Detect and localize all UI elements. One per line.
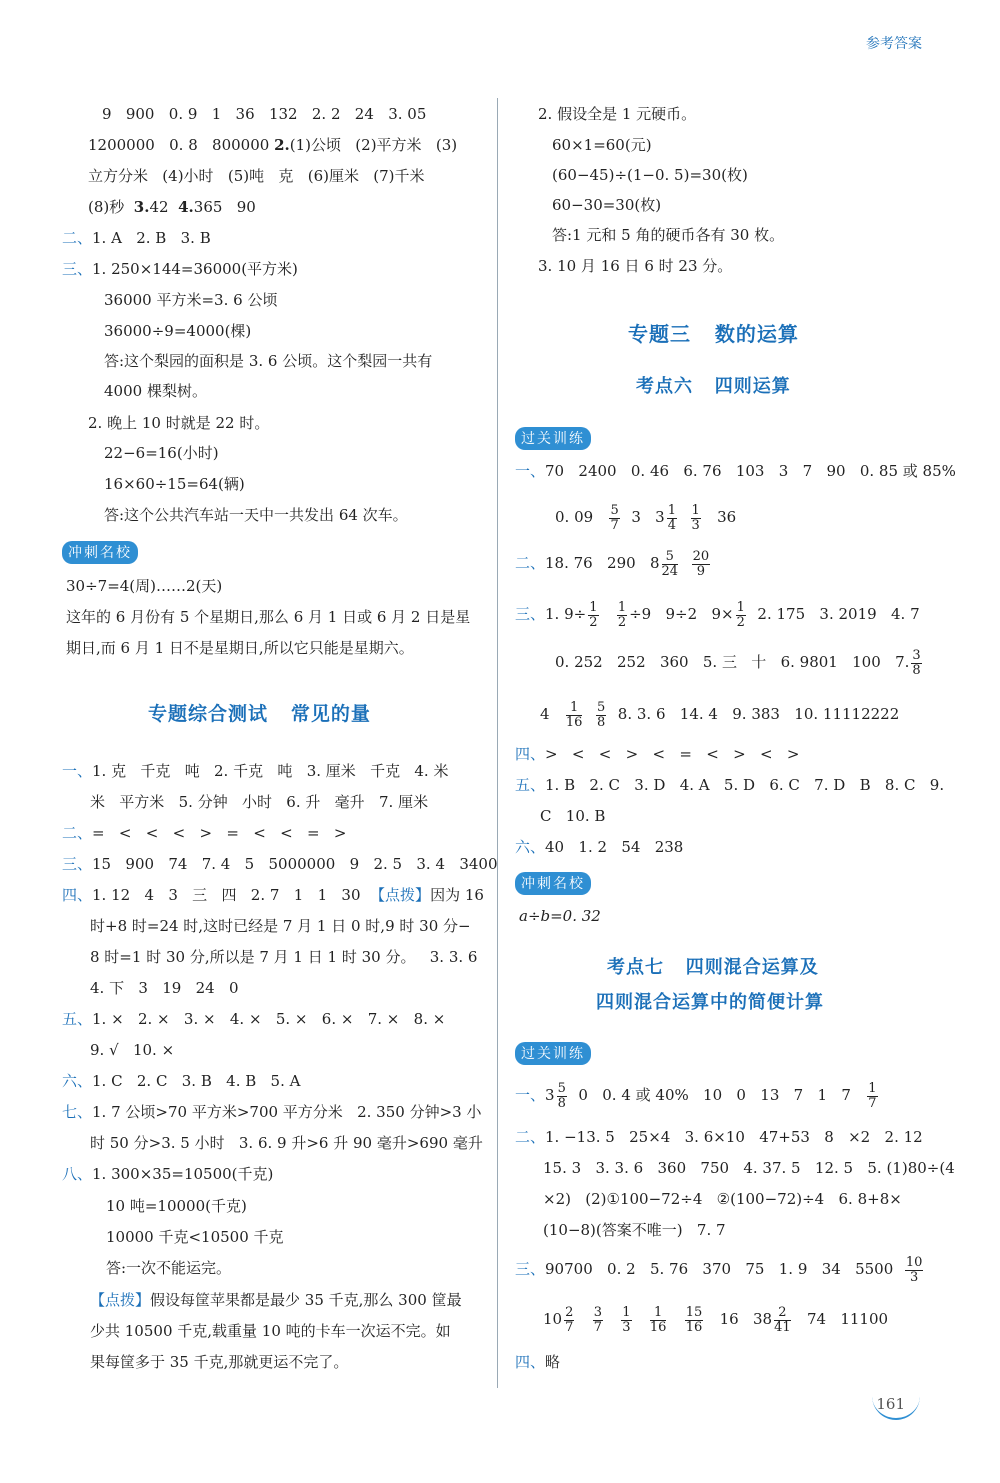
answer-line: 四、略 xyxy=(515,1353,561,1371)
answer-line: 七、1. 7 公顷>70 平方米>700 平方分米 2. 350 分钟>3 小 xyxy=(62,1103,482,1121)
answer-line: 三、1. 250×144=36000(平方米) xyxy=(62,260,298,278)
answer-line: 三、1. 9÷ $\frac{1}{2}$ $\frac{1}{2}$ ÷9 9÷2 9× $\frac{1}{2}$ 2. 175 3. 2019 4. 7 xyxy=(515,599,920,630)
column-divider xyxy=(497,98,498,1388)
answer-line: 0. 252 252 360 5. 三 十 6. 9801 100 7. $\frac{3}{8}$ xyxy=(555,647,921,678)
answer-line: 时+8 时=24 时,这时已经是 7 月 1 日 0 时,9 时 30 分− xyxy=(90,917,471,935)
answer-line: 60×1=60(元) xyxy=(552,136,652,154)
answer-line: 8 时=1 时 30 分,所以是 7 月 1 日 1 时 30 分。 3. 3. 6 xyxy=(90,948,478,966)
answer-line: 米 平方米 5. 分钟 小时 6. 升 毫升 7. 厘米 xyxy=(90,793,429,811)
answer-line: 果每筐多于 35 千克,那就更运不完了。 xyxy=(90,1353,349,1371)
answer-line: 一、1. 克 千克 吨 2. 千克 吨 3. 厘米 千克 4. 米 xyxy=(62,762,449,780)
answer-line: 2. 晚上 10 时就是 22 时。 xyxy=(88,414,270,432)
answer-line: a÷b=0. 32 xyxy=(519,907,601,925)
answer-line: (10−8)(答案不唯一) 7. 7 xyxy=(543,1221,726,1239)
answer-line: 10 吨=10000(千克) xyxy=(106,1197,247,1215)
section-badge: 过关训练 xyxy=(515,427,591,450)
answer-line: 答:这个梨园的面积是 3. 6 公顷。这个梨园一共有 xyxy=(104,352,433,370)
answer-line: 六、40 1. 2 54 238 xyxy=(515,838,684,856)
answer-line: 答:1 元和 5 角的硬币各有 30 枚。 xyxy=(552,226,785,244)
answer-line: 【点拨】假设每筐苹果都是最少 35 千克,那么 300 筐最 xyxy=(90,1291,462,1309)
answer-line: 二、18. 76 290 8 $\frac{5}{24}$ $\frac{20}{9}$ xyxy=(515,548,710,579)
answer-line: 9 900 0. 9 1 36 132 2. 2 24 3. 05 xyxy=(102,105,427,123)
answer-line: 三、15 900 74 7. 4 5 5000000 9 2. 5 3. 4 3400 xyxy=(62,855,498,873)
answer-line: 3. 10 月 16 日 6 时 23 分。 xyxy=(538,257,733,275)
answer-line: 一、3 $\frac{5}{8}$ 0 0. 4 或 40% 10 0 13 7 1 7 $\frac{1}{7}$ xyxy=(515,1080,877,1111)
answer-line: 30÷7=4(周)……2(天) xyxy=(66,577,223,595)
answer-line: 五、1. B 2. C 3. D 4. A 5. D 6. C 7. D B 8. C 9. xyxy=(515,776,945,794)
section-subtitle: 四则混合运算中的简便计算 xyxy=(596,992,824,1013)
answer-line: 立方分米 (4)小时 (5)吨 克 (6)厘米 (7)千米 xyxy=(88,167,425,185)
answer-line: 4 $\frac{1}{16}$ $\frac{5}{8}$ 8. 3. 6 14. 4 9. 383 10. 11112222 xyxy=(540,699,900,730)
answer-line: 22−6=16(小时) xyxy=(104,444,219,462)
answer-line: 八、1. 300×35=10500(千克) xyxy=(62,1165,274,1183)
answer-line: 四、1. 12 4 3 三 四 2. 7 1 1 30 【点拨】因为 16 xyxy=(62,886,484,904)
section-badge: 过关训练 xyxy=(515,1042,591,1065)
section-subtitle: 考点六 四则运算 xyxy=(636,376,791,397)
answer-line: 少共 10500 千克,载重量 10 吨的卡车一次运不完。如 xyxy=(90,1322,451,1340)
answer-line: 三、90700 0. 2 5. 76 370 75 1. 9 34 5500 $\frac{10}{3}$ xyxy=(515,1254,923,1285)
answer-line: (60−45)÷(1−0. 5)=30(枚) xyxy=(552,166,748,184)
answer-line: 10 $\frac{2}{7}$ $\frac{3}{7}$ $\frac{1}{3}$ $\frac{1}{16}$ $\frac{15}{16}$ 16 38 $\frac{2}{41}$ 74 11100 xyxy=(543,1304,889,1335)
answer-line: 五、1. × 2. × 3. × 4. × 5. × 6. × 7. × 8. × xyxy=(62,1010,446,1028)
section-title: 专题三 数的运算 xyxy=(628,322,799,346)
answer-line: 时 50 分>3. 5 小时 3. 6. 9 升>6 升 90 毫升>690 毫升 xyxy=(90,1134,483,1152)
answer-line: 60−30=30(枚) xyxy=(552,196,662,214)
answer-line: 36000÷9=4000(棵) xyxy=(104,322,252,340)
answer-line: 四、> < < > < = < > < > xyxy=(515,745,800,763)
answer-line: 9. √ 10. × xyxy=(90,1041,175,1059)
answer-line: 10000 千克<10500 千克 xyxy=(106,1228,284,1246)
section-subtitle: 考点七 四则混合运算及 xyxy=(607,957,819,978)
section-badge: 冲刺名校 xyxy=(62,541,138,564)
answer-line: 36000 平方米=3. 6 公顷 xyxy=(104,291,278,309)
page-number: 161 xyxy=(876,1395,905,1413)
answer-line: 二、1. −13. 5 25×4 3. 6×10 47+53 8 ×2 2. 12 xyxy=(515,1128,923,1146)
answer-line: 答:一次不能运完。 xyxy=(106,1259,232,1277)
page-tag: 参考答案 xyxy=(866,36,922,52)
answer-line: (8)秒 3.42 4.365 90 xyxy=(88,198,256,216)
answer-line: 2. 假设全是 1 元硬币。 xyxy=(538,105,697,123)
answer-line: 4000 棵梨树。 xyxy=(104,382,207,400)
answer-line: C 10. B xyxy=(540,807,606,825)
answer-line: 二、= < < < > = < < = > xyxy=(62,824,347,842)
answer-line: 16×60÷15=64(辆) xyxy=(104,475,245,493)
answer-line: 这年的 6 月份有 5 个星期日,那么 6 月 1 日或 6 月 2 日是星 xyxy=(66,608,471,626)
answer-line: 1200000 0. 8 800000 2.(1)公顷 (2)平方米 (3) xyxy=(88,136,458,154)
answer-line: 期日,而 6 月 1 日不是星期日,所以它只能是星期六。 xyxy=(66,639,414,657)
answer-line: 答:这个公共汽车站一天中一共发出 64 次车。 xyxy=(104,506,408,524)
answer-line: 六、1. C 2. C 3. B 4. B 5. A xyxy=(62,1072,301,1090)
section-badge: 冲刺名校 xyxy=(515,872,591,895)
answer-line: 15. 3 3. 3. 6 360 750 4. 37. 5 12. 5 5. (1)80÷(4 xyxy=(543,1159,955,1177)
answer-line: 0. 09 $\frac{5}{7}$ 3 3 $\frac{1}{4}$ $\frac{1}{3}$ 36 xyxy=(555,502,737,533)
answer-line: ×2) (2)①100−72÷4 ②(100−72)÷4 6. 8+8× xyxy=(543,1190,902,1208)
answer-line: 4. 下 3 19 24 0 xyxy=(90,979,239,997)
answer-line: 二、1. A 2. B 3. B xyxy=(62,229,211,247)
section-title: 专题综合测试 常见的量 xyxy=(148,703,371,725)
answer-line: 一、70 2400 0. 46 6. 76 103 3 7 90 0. 85 或 85% xyxy=(515,462,956,480)
